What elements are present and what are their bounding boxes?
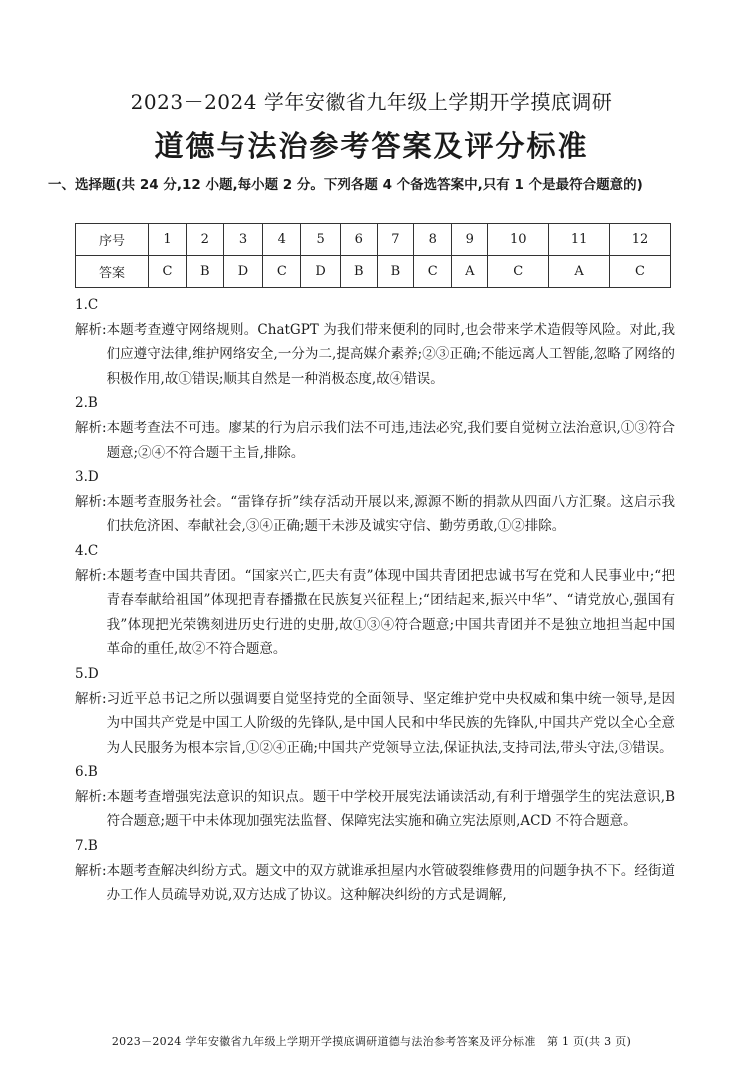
number-cell: 8 <box>414 224 452 256</box>
analysis-text: 习近平总书记之所以强调要自觉坚持党的全面领导、坚定维护党中央权威和集中统一领导,是因为中国共产党是中国工人阶级的先锋队,是中国人民和中华民族的先锋队,中国共产党以全心全意为人民服务为根本宗旨,①②④正确;中国共产党领导立法,保证执法,支持司法,带头守法,③错误。 <box>106 690 675 756</box>
answer-cell: D <box>301 256 341 288</box>
answer-cell: C <box>414 256 452 288</box>
number-cell: 3 <box>223 224 263 256</box>
answer-cell: B <box>377 256 414 288</box>
analysis-label: 解析: <box>75 493 107 510</box>
explanations <box>75 293 675 908</box>
analysis <box>75 416 675 465</box>
number-cell: 6 <box>340 224 377 256</box>
question-number: 2.B <box>75 395 98 412</box>
answer-cell: D <box>223 256 263 288</box>
page-footer: 2023－2024 学年安徽省九年级上学期开学摸底调研道德与法治参考答案及评分标准 第 1 页(共 3 页) <box>111 1035 632 1048</box>
number-cell: 4 <box>263 224 301 256</box>
section-heading: 一、选择题(共 24 分,12 小题,每小题 2 分。下列各题 4 个备选答案中,只有 1 个是最符合题意的) <box>48 177 643 193</box>
question-number: 1.C <box>75 297 99 313</box>
analysis-label: 解析: <box>75 862 107 879</box>
number-row <box>76 224 671 256</box>
analysis <box>75 490 675 539</box>
analysis-label: 解析: <box>75 419 107 436</box>
analysis-text: 本题考查服务社会。“雷锋存折”续存活动开展以来,源源不断的捐款从四面八方汇聚。这启示我们扶危济困、奉献社会,③④正确;题干未涉及诚实守信、勤劳勇敢,①②排除。 <box>106 493 675 535</box>
question-block <box>75 391 675 465</box>
answer-row <box>76 256 671 288</box>
analysis-text: 本题考查增强宪法意识的知识点。题干中学校开展宪法诵读活动,有利于增强学生的宪法意识,B 符合题意;题干中未体现加强宪法监督、保障宪法实施和确立宪法原则,ACD 不符合题意。 <box>106 788 675 830</box>
question-number: 5.D <box>75 665 99 682</box>
answer-cell: A <box>452 256 488 288</box>
question-number: 4.C <box>75 542 99 559</box>
number-cell: 11 <box>549 224 610 256</box>
analysis-text: 本题考查法不可违。廖某的行为启示我们法不可违,违法必究,我们要自觉树立法治意识,①③符合题意;②④不符合题干主旨,排除。 <box>106 419 675 461</box>
answer-cell: C <box>610 256 671 288</box>
question-block <box>75 293 675 391</box>
answer-row-header: 答案 <box>76 256 149 288</box>
page-title: 道德与法治参考答案及评分标准 <box>154 129 589 163</box>
number-cell: 1 <box>149 224 187 256</box>
analysis-text: 本题考查解决纠纷方式。题文中的双方就谁承担屋内水管破裂维修费用的问题争执不下。经街道办工作人员疏导劝说,双方达成了协议。这种解决纠纷的方式是调解, <box>106 862 675 904</box>
analysis <box>75 785 675 834</box>
number-cell: 9 <box>452 224 488 256</box>
question-number: 7.B <box>75 838 98 855</box>
analysis <box>75 318 675 392</box>
question-block <box>75 760 675 834</box>
answer-table <box>75 223 671 288</box>
question-block <box>75 834 675 908</box>
answer-cell: B <box>340 256 377 288</box>
answer-cell: C <box>488 256 549 288</box>
analysis-label: 解析: <box>75 690 107 707</box>
question-number: 6.B <box>75 764 98 781</box>
analysis-label: 解析: <box>75 567 107 584</box>
question-number: 3.D <box>75 469 99 486</box>
answer-cell: A <box>549 256 610 288</box>
number-cell: 5 <box>301 224 341 256</box>
number-cell: 7 <box>377 224 414 256</box>
analysis <box>75 564 675 662</box>
number-cell: 10 <box>488 224 549 256</box>
analysis-label: 解析: <box>75 321 107 338</box>
analysis-label: 解析: <box>75 788 107 805</box>
analysis-text: 本题考查中国共青团。“国家兴亡,匹夫有责”体现中国共青团把忠诚书写在党和人民事业中;“把青春奉献给祖国”体现把青春播撒在民族复兴征程上;“团结起来,振兴中华”、“请党放心,强国有我”体现把光荣镌刻进历史行进的史册,故①③④符合题意;中国共青团并不是独立地担当起中国革命的重任,故②不符合题意。 <box>106 567 675 658</box>
analysis-text: 本题考查遵守网络规则。ChatGPT 为我们带来便利的同时,也会带来学术造假等风险。对此,我们应遵守法律,维护网络安全,一分为二,提高媒介素养;②③正确;不能远离人工智能,忽略了网络的积极作用,故①错误;顺其自然是一种消极态度,故④错误。 <box>106 321 675 387</box>
number-row-header: 序号 <box>76 224 149 256</box>
question-block <box>75 465 675 539</box>
analysis <box>75 687 675 761</box>
number-cell: 2 <box>187 224 224 256</box>
answer-cell: C <box>263 256 301 288</box>
number-cell: 12 <box>610 224 671 256</box>
question-block <box>75 662 675 760</box>
exam-subtitle: 2023－2024 学年安徽省九年级上学期开学摸底调研 <box>130 90 613 114</box>
answer-cell: B <box>187 256 224 288</box>
analysis <box>75 859 675 908</box>
question-block <box>75 539 675 662</box>
answer-cell: C <box>149 256 187 288</box>
